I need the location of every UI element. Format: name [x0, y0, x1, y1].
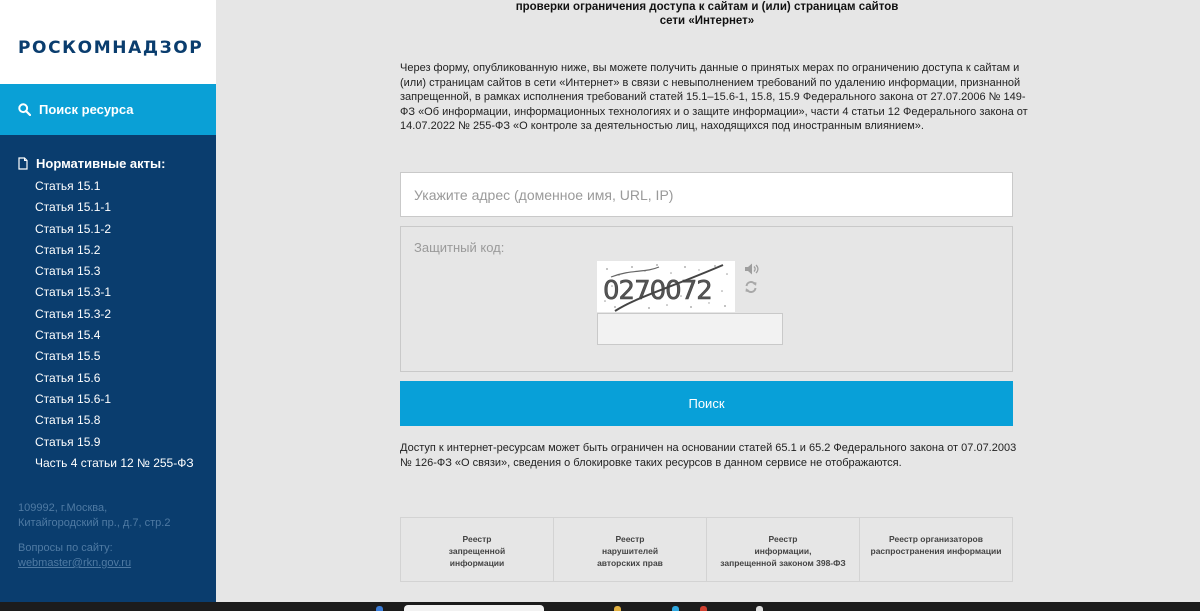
- sidebar-item-15-3-1[interactable]: Статья 15.3-1: [35, 285, 112, 300]
- taskbar-app-icon[interactable]: [376, 606, 383, 611]
- registry-label: информации,: [754, 546, 812, 556]
- main-content: [216, 0, 1200, 602]
- logo[interactable]: РОСКОМНАДЗОР: [18, 38, 204, 58]
- acts-title: Нормативные акты:: [36, 156, 166, 171]
- captcha-text: 0270072: [603, 276, 712, 306]
- contacts: [18, 541, 131, 571]
- sidebar-item-15-1-1[interactable]: Статья 15.1-1: [35, 200, 112, 215]
- sidebar-item-15-9[interactable]: Статья 15.9: [35, 434, 101, 449]
- sidebar-item-15-8[interactable]: Статья 15.8: [35, 413, 101, 428]
- refresh-icon[interactable]: [744, 280, 758, 294]
- page-title: [401, 0, 1013, 28]
- registry-label: запрещенной: [448, 546, 506, 556]
- sidebar-item-15-4[interactable]: Статья 15.4: [35, 328, 101, 343]
- questions-label: Вопросы по сайту:: [18, 542, 113, 554]
- registry-label: Реестр организаторов: [889, 534, 983, 544]
- registry-398-fz[interactable]: [707, 518, 860, 581]
- taskbar-search[interactable]: [404, 605, 544, 611]
- taskbar-app-icon[interactable]: [672, 606, 679, 611]
- sidebar-item-255-fz[interactable]: Часть 4 статьи 12 № 255-ФЗ: [35, 455, 194, 470]
- taskbar-app-icon[interactable]: [756, 606, 763, 611]
- sidebar-item-15-6[interactable]: Статья 15.6: [35, 370, 101, 385]
- sidebar-item-15-3-2[interactable]: Статья 15.3-2: [35, 306, 112, 321]
- address: [18, 501, 170, 531]
- page-title-line: проверки ограничения доступа к сайтам и (или) страницам сайтов: [515, 1, 899, 13]
- registry-label: Реестр: [615, 534, 645, 544]
- registry-prohibited-info[interactable]: [401, 518, 554, 581]
- registry-label: распространения информации: [870, 546, 1002, 556]
- captcha-label: Защитный код:: [414, 240, 505, 255]
- captcha-image: [597, 261, 735, 312]
- legal-note: Доступ к интернет-ресурсам может быть ограничен на основании статей 65.1 и 65.2 Федерального закона от 07.07.2003 № 126-ФЗ «О связи», сведения о блокировке таких ресурсов в данном сервисе не отображаются.: [400, 442, 1017, 469]
- registry-label: информации: [449, 558, 505, 568]
- acts-list: [35, 176, 194, 474]
- registry-label: авторских прав: [597, 558, 663, 568]
- sidebar-search-resource[interactable]: [0, 84, 216, 135]
- registry-info-distributors[interactable]: [860, 518, 1012, 581]
- address-line: Китайгородский пр., д.7, стр.2: [18, 517, 171, 529]
- search-icon: [18, 103, 31, 116]
- address-line: 109992, г.Москва,: [18, 502, 108, 514]
- registry-label: нарушителей: [601, 546, 659, 556]
- sidebar-item-15-1[interactable]: Статья 15.1: [35, 179, 101, 193]
- registry-label: запрещенной законом 398-ФЗ: [720, 558, 846, 568]
- search-button[interactable]: Поиск: [400, 381, 1013, 426]
- sidebar-item-15-6-1[interactable]: Статья 15.6-1: [35, 391, 112, 406]
- sidebar-item-15-1-2[interactable]: Статья 15.1-2: [35, 221, 112, 236]
- registry-copyright-violators[interactable]: [554, 518, 707, 581]
- logo-area[interactable]: [0, 0, 216, 84]
- registry-links: [400, 517, 1013, 582]
- sidebar-item-15-5[interactable]: Статья 15.5: [35, 349, 101, 364]
- intro-text: Через форму, опубликованную ниже, вы можете получить данные о принятых мерах по ограничению доступа к сайтам и (или) страницам сайтов в сети «Интернет» в связи с невыполнением требований по удалению информации, признанной запрещенной, в рамках исполнения требований статей 15.1–15.6-1, 15.8, 15.9 Федерального закона от 27.07.2006 № 149-ФЗ «Об информации, информационных технологиях и о защите информации», части 4 статьи 12 Федерального закона от 14.07.2022 № 255-ФЗ «О контроле за деятельностью лиц, находящихся под иностранным влиянием».: [400, 62, 1028, 133]
- sidebar-search-label: Поиск ресурса: [39, 102, 134, 117]
- captcha-box: [400, 226, 1013, 372]
- taskbar-app-icon[interactable]: [614, 606, 621, 611]
- page-title-line: сети «Интернет»: [659, 15, 755, 27]
- sidebar: [0, 0, 216, 602]
- registry-label: Реестр: [768, 534, 798, 544]
- registry-label: Реестр: [462, 534, 492, 544]
- os-taskbar: [0, 602, 1200, 611]
- captcha-input[interactable]: [597, 313, 783, 345]
- sound-icon[interactable]: [744, 262, 760, 276]
- email-link[interactable]: webmaster@rkn.gov.ru: [18, 557, 132, 569]
- document-icon: [18, 157, 28, 170]
- taskbar-app-icon[interactable]: [700, 606, 707, 611]
- url-input[interactable]: [400, 172, 1013, 217]
- sidebar-item-15-2[interactable]: Статья 15.2: [35, 242, 101, 257]
- acts-heading: [18, 156, 165, 171]
- sidebar-item-15-3[interactable]: Статья 15.3: [35, 264, 101, 279]
